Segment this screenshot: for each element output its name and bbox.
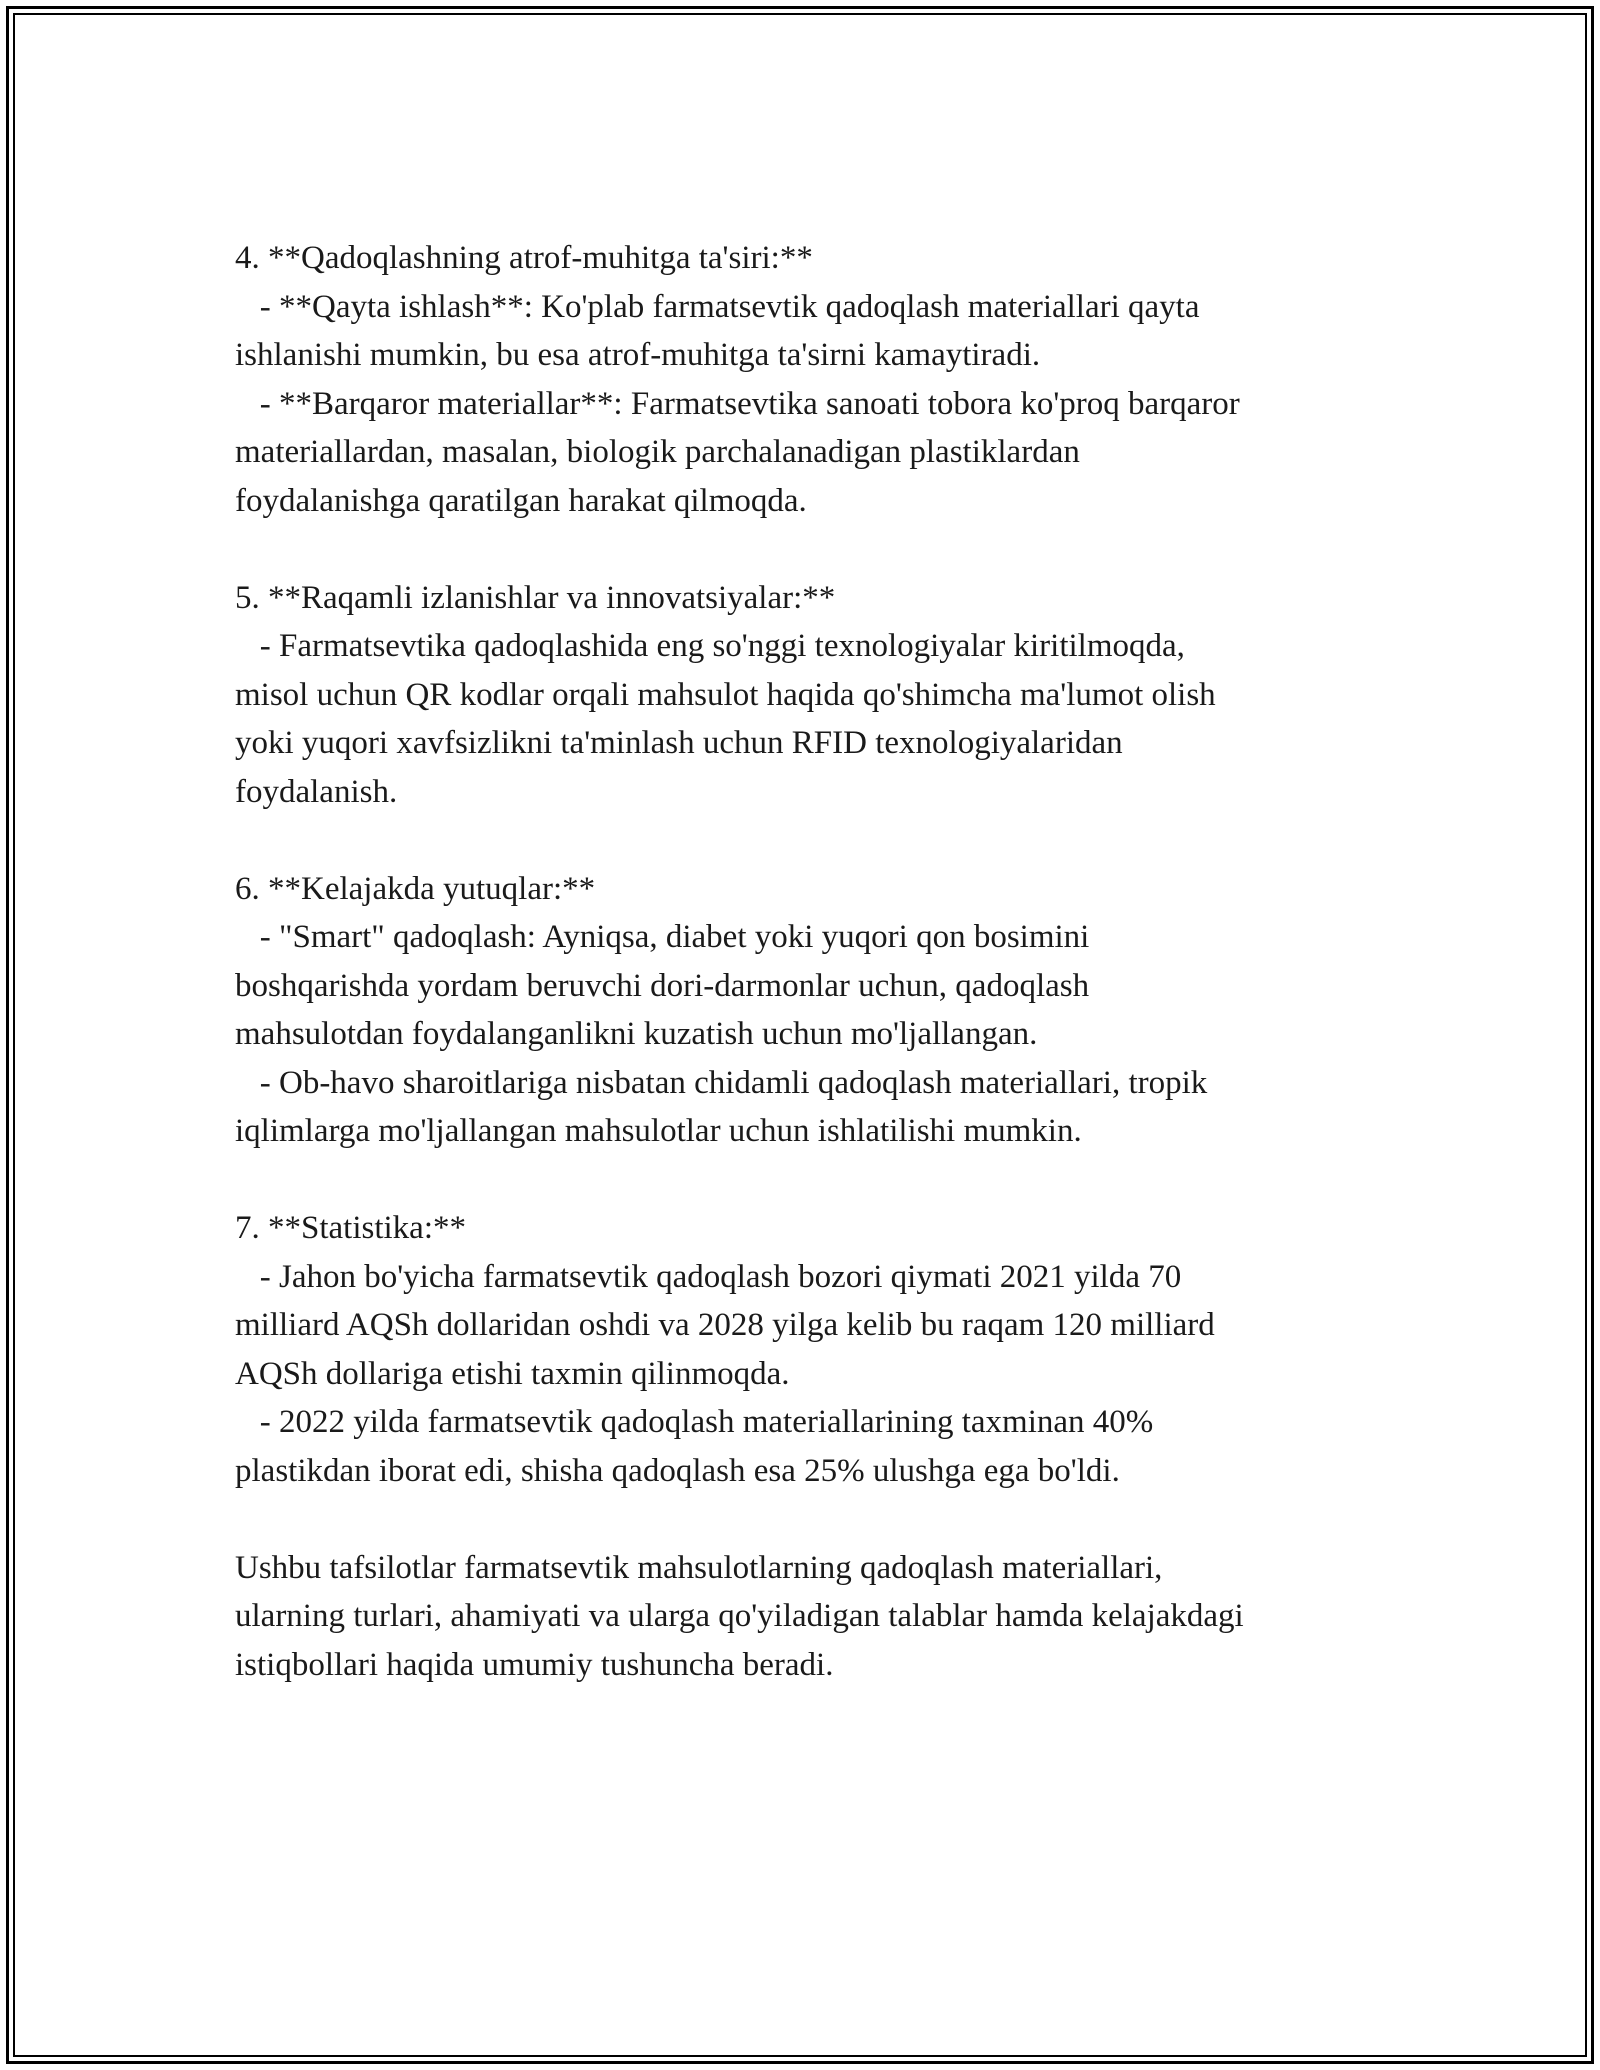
text-line: - "Smart" qadoqlash: Ayniqsa, diabet yoki yuqori qon bosimini [235, 919, 1090, 955]
section-digital-innovations [235, 574, 1375, 817]
text-line: materiallardan, masalan, biologik parchalanadigan plastiklardan [235, 434, 1080, 470]
paragraph-spacer [235, 1156, 1375, 1205]
paragraph-spacer [235, 816, 1375, 865]
section-heading: 7. **Statistika:** [235, 1210, 466, 1246]
text-line: AQSh dollariga etishi taxmin qilinmoqda. [235, 1355, 790, 1392]
text-line: foydalanish. [235, 773, 398, 810]
section-heading: 6. **Kelajakda yutuqlar:** [235, 870, 596, 907]
text-line: plastikdan iborat edi, shisha qadoqlash esa 25% ulushga ega bo'ldi. [235, 1452, 1120, 1489]
section-future-achievements [235, 865, 1375, 1156]
document-body [235, 234, 1375, 1689]
text-line: ularning turlari, ahamiyati va ularga qo'yiladigan talablar hamda kelajakdagi [235, 1598, 1244, 1634]
text-line: milliard AQSh dollaridan oshdi va 2028 yilga kelib bu raqam 120 milliard [235, 1307, 1215, 1343]
paragraph-spacer [235, 1495, 1375, 1544]
section-heading: 4. **Qadoqlashning atrof-muhitga ta'siri:** [235, 240, 813, 276]
paragraph-spacer [235, 525, 1375, 574]
section-statistics [235, 1204, 1375, 1495]
section-conclusion [235, 1544, 1375, 1690]
text-line: istiqbollari haqida umumiy tushuncha beradi. [235, 1646, 834, 1683]
text-line: misol uchun QR kodlar orqali mahsulot haqida qo'shimcha ma'lumot olish [235, 676, 1216, 713]
text-line: - 2022 yilda farmatsevtik qadoqlash materiallarining taxminan 40% [235, 1404, 1154, 1440]
text-line: - Jahon bo'yicha farmatsevtik qadoqlash bozori qiymati 2021 yilda 70 [235, 1258, 1182, 1295]
text-line: ishlanishi mumkin, bu esa atrof-muhitga ta'sirni kamaytiradi. [235, 337, 1041, 373]
text-line: - Ob-havo sharoitlariga nisbatan chidamli qadoqlash materiallari, tropik [235, 1064, 1208, 1101]
text-line: mahsulotdan foydalanganlikni kuzatish uchun mo'ljallangan. [235, 1016, 1038, 1052]
text-line: boshqarishda yordam beruvchi dori-darmonlar uchun, qadoqlash [235, 967, 1090, 1004]
text-line: yoki yuqori xavfsizlikni ta'minlash uchun RFID texnologiyalaridan [235, 725, 1123, 761]
text-line: iqlimlarga mo'ljallangan mahsulotlar uchun ishlatilishi mumkin. [235, 1113, 1082, 1149]
section-heading: 5. **Raqamli izlanishlar va innovatsiyalar:** [235, 579, 836, 616]
text-line: - Farmatsevtika qadoqlashida eng so'nggi texnologiyalar kiritilmoqda, [235, 628, 1185, 664]
text-line: Ushbu tafsilotlar farmatsevtik mahsulotlarning qadoqlash materiallari, [235, 1549, 1163, 1586]
text-line: - **Barqaror materiallar**: Farmatsevtika sanoati tobora ko'proq barqaror [235, 385, 1240, 422]
text-line: foydalanishga qaratilgan harakat qilmoqda. [235, 482, 807, 519]
section-environmental-impact [235, 234, 1375, 525]
text-line: - **Qayta ishlash**: Ko'plab farmatsevtik qadoqlash materiallari qayta [235, 288, 1200, 325]
